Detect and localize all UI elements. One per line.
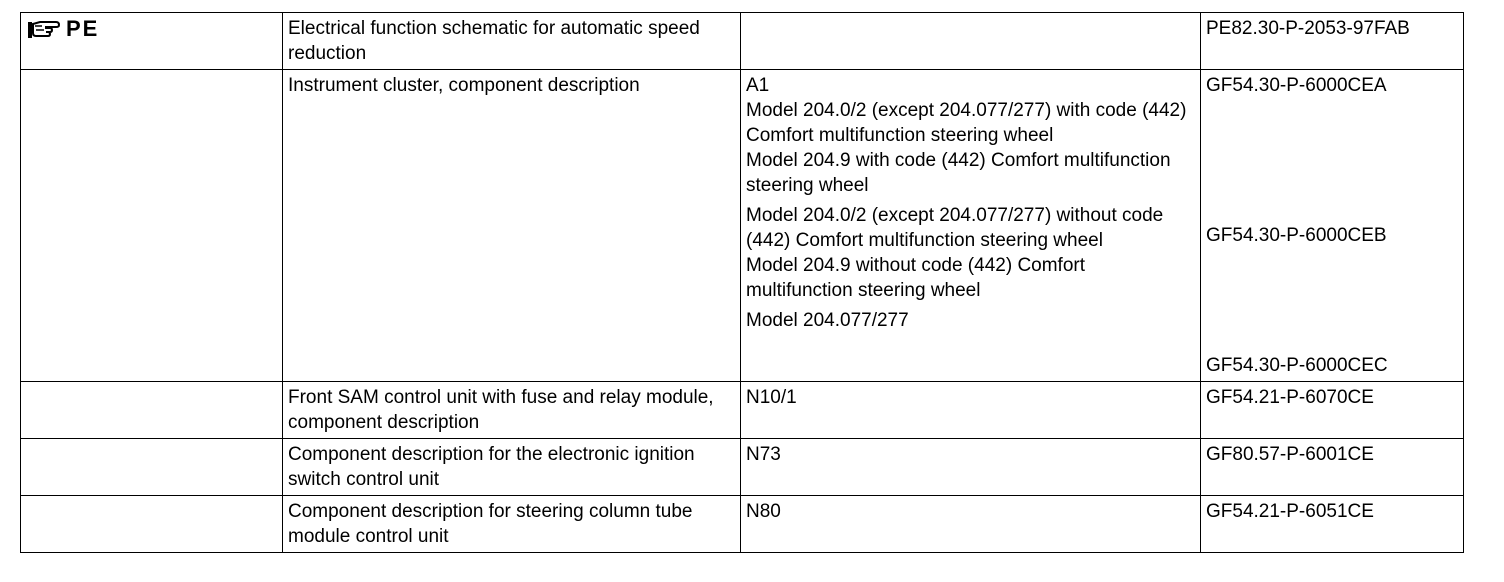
table-row	[21, 70, 1464, 382]
row-component: A1	[746, 75, 770, 96]
empty-cell	[21, 439, 283, 496]
variant-line: Model 204.0/2 (except 204.077/277) with code (442) Comfort multifunction steering wheel	[746, 100, 1187, 146]
variant-line: Model 204.9 with code (442) Comfort multifunction steering wheel	[746, 150, 1171, 196]
row-component: N10/1	[741, 382, 1201, 439]
variant-line: Model 204.077/277	[746, 310, 909, 331]
empty-cell	[21, 70, 283, 382]
empty-cell	[21, 382, 283, 439]
variant-line: Model 204.0/2 (except 204.077/277) without code (442) Comfort multifunction steering wheel	[746, 205, 1164, 251]
empty-cell	[21, 496, 283, 553]
table-row	[21, 496, 1464, 553]
row-code[interactable]: GF54.21-P-6051CE	[1201, 496, 1464, 553]
pointing-hand-icon	[26, 18, 60, 40]
table-row	[21, 439, 1464, 496]
variant-code[interactable]: GF54.30-P-6000CEB	[1206, 225, 1387, 246]
row-title: Component description for steering column tube module control unit	[283, 496, 741, 553]
row-code[interactable]: GF54.21-P-6070CE	[1201, 382, 1464, 439]
row-component: N73	[741, 439, 1201, 496]
table-row	[21, 13, 1464, 70]
reference-table	[20, 12, 1464, 553]
marker-cell	[21, 13, 283, 70]
row-component-variants	[741, 70, 1201, 382]
row-component	[741, 13, 1201, 70]
row-title: Front SAM control unit with fuse and relay module, component description	[283, 382, 741, 439]
row-code-variants	[1201, 70, 1464, 382]
marker-label: PE	[66, 16, 100, 41]
row-code[interactable]: GF80.57-P-6001CE	[1201, 439, 1464, 496]
table-row	[21, 382, 1464, 439]
row-title: Instrument cluster, component description	[283, 70, 741, 382]
row-title: Component description for the electronic ignition switch control unit	[283, 439, 741, 496]
row-component: N80	[741, 496, 1201, 553]
row-title: Electrical function schematic for automatic speed reduction	[283, 13, 741, 70]
variant-code[interactable]: GF54.30-P-6000CEA	[1206, 75, 1387, 96]
row-code[interactable]: PE82.30-P-2053-97FAB	[1201, 13, 1464, 70]
variant-code[interactable]: GF54.30-P-6000CEC	[1206, 355, 1388, 376]
variant-line: Model 204.9 without code (442) Comfort multifunction steering wheel	[746, 255, 1086, 301]
